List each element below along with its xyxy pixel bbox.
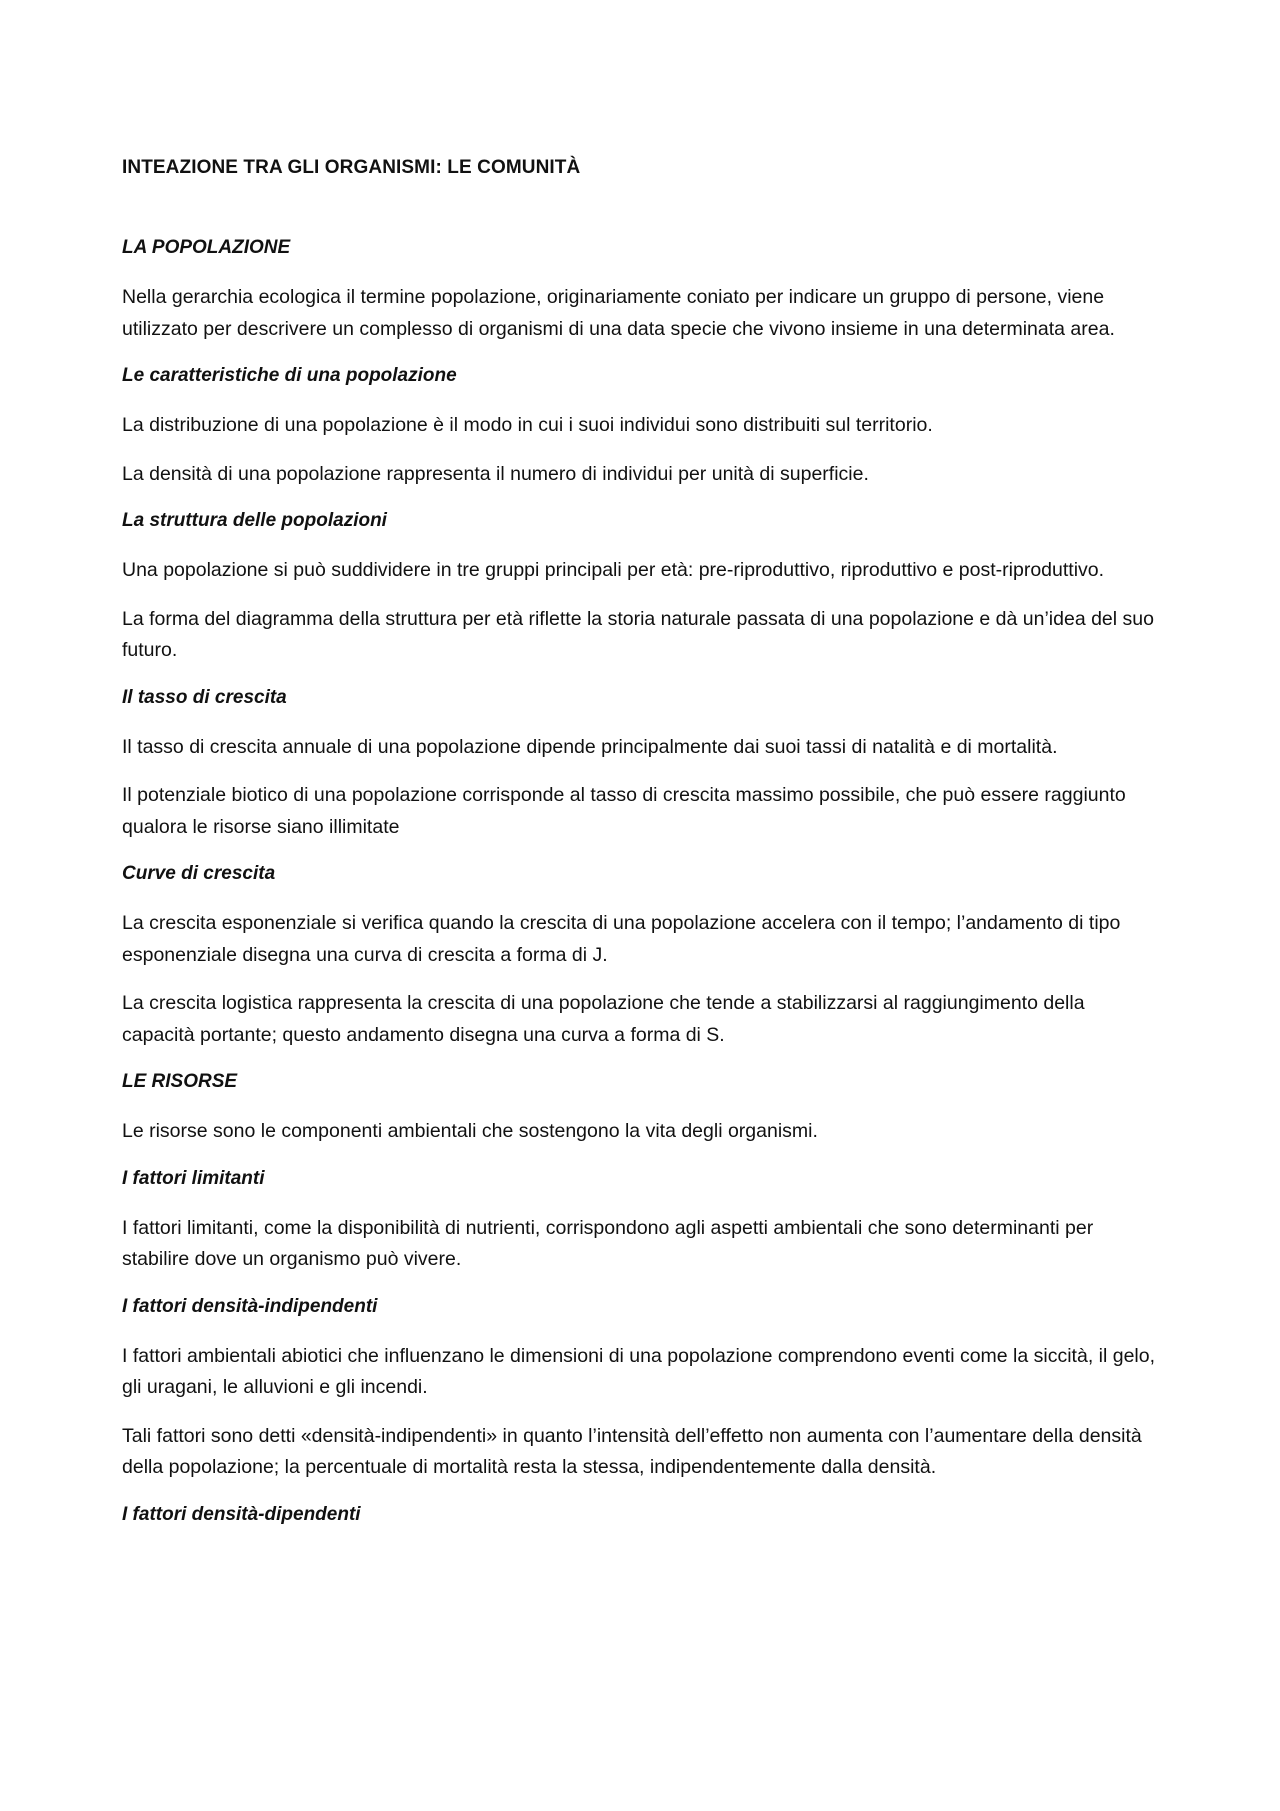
heading-le-risorse: LE RISORSE — [122, 1071, 238, 1092]
paragraph: La distribuzione di una popolazione è il modo in cui i suoi individui sono distribuiti sul territorio. — [122, 414, 933, 436]
paragraph: Nella gerarchia ecologica il termine popolazione, originariamente coniato per indicare un gruppo di persone, viene utilizzato per descrivere un complesso di organismi di una data specie che vivono insieme in una determinata area. — [122, 286, 1115, 340]
paragraph: Una popolazione si può suddividere in tre gruppi principali per età: pre-riproduttivo, riproduttivo e post-riproduttivo. — [122, 559, 1105, 581]
heading-densita-dipendenti: I fattori densità-dipendenti — [122, 1503, 361, 1525]
heading-la-popolazione: LA POPOLAZIONE — [122, 237, 291, 258]
paragraph: La densità di una popolazione rappresenta il numero di individui per unità di superficie. — [122, 462, 869, 485]
heading-tasso-crescita: Il tasso di crescita — [122, 686, 287, 708]
heading-densita-indipendenti: I fattori densità-indipendenti — [122, 1295, 378, 1317]
paragraph: I fattori limitanti, come la disponibilità di nutrienti, corrispondono agli aspetti ambientali che sono determinanti per stabilire dove un organismo può vivere. — [122, 1216, 1094, 1270]
document-page — [122, 140, 1162, 1549]
heading-fattori-limitanti: I fattori limitanti — [122, 1167, 265, 1189]
heading-caratteristiche: Le caratteristiche di una popolazione — [122, 365, 457, 386]
document-title: INTEAZIONE TRA GLI ORGANISMI: LE COMUNITÀ — [122, 157, 581, 178]
paragraph: Tali fattori sono detti «densità-indipendenti» in quanto l’intensità dell’effetto non aumenta con l’aumentare della densità della popolazione; la percentuale di mortalità resta la stessa, indipendentemente dalla densità. — [122, 1424, 1142, 1478]
paragraph: Il tasso di crescita annuale di una popolazione dipende principalmente dai suoi tassi di natalità e di mortalità. — [122, 735, 1058, 758]
paragraph: La crescita logistica rappresenta la crescita di una popolazione che tende a stabilizzarsi al raggiungimento della capacità portante; questo andamento disegna una curva a forma di S. — [122, 992, 1085, 1046]
paragraph: Il potenziale biotico di una popolazione corrisponde al tasso di crescita massimo possibile, che può essere raggiunto qualora le risorse siano illimitate — [122, 784, 1126, 838]
paragraph: Le risorse sono le componenti ambientali che sostengono la vita degli organismi. — [122, 1120, 818, 1142]
paragraph: La forma del diagramma della struttura per età riflette la storia naturale passata di una popolazione e dà un’idea del suo futuro. — [122, 607, 1154, 661]
paragraph: I fattori ambientali abiotici che influenzano le dimensioni di una popolazione comprendono eventi come la siccità, il gelo, gli uragani, le alluvioni e gli incendi. — [122, 1344, 1156, 1398]
heading-curve-crescita: Curve di crescita — [122, 863, 276, 884]
paragraph: La crescita esponenziale si verifica quando la crescita di una popolazione accelera con il tempo; l’andamento di tipo esponenziale disegna una curva di crescita a forma di J. — [122, 912, 1121, 966]
title-spacer — [122, 182, 1162, 234]
heading-struttura: La struttura delle popolazioni — [122, 510, 387, 531]
